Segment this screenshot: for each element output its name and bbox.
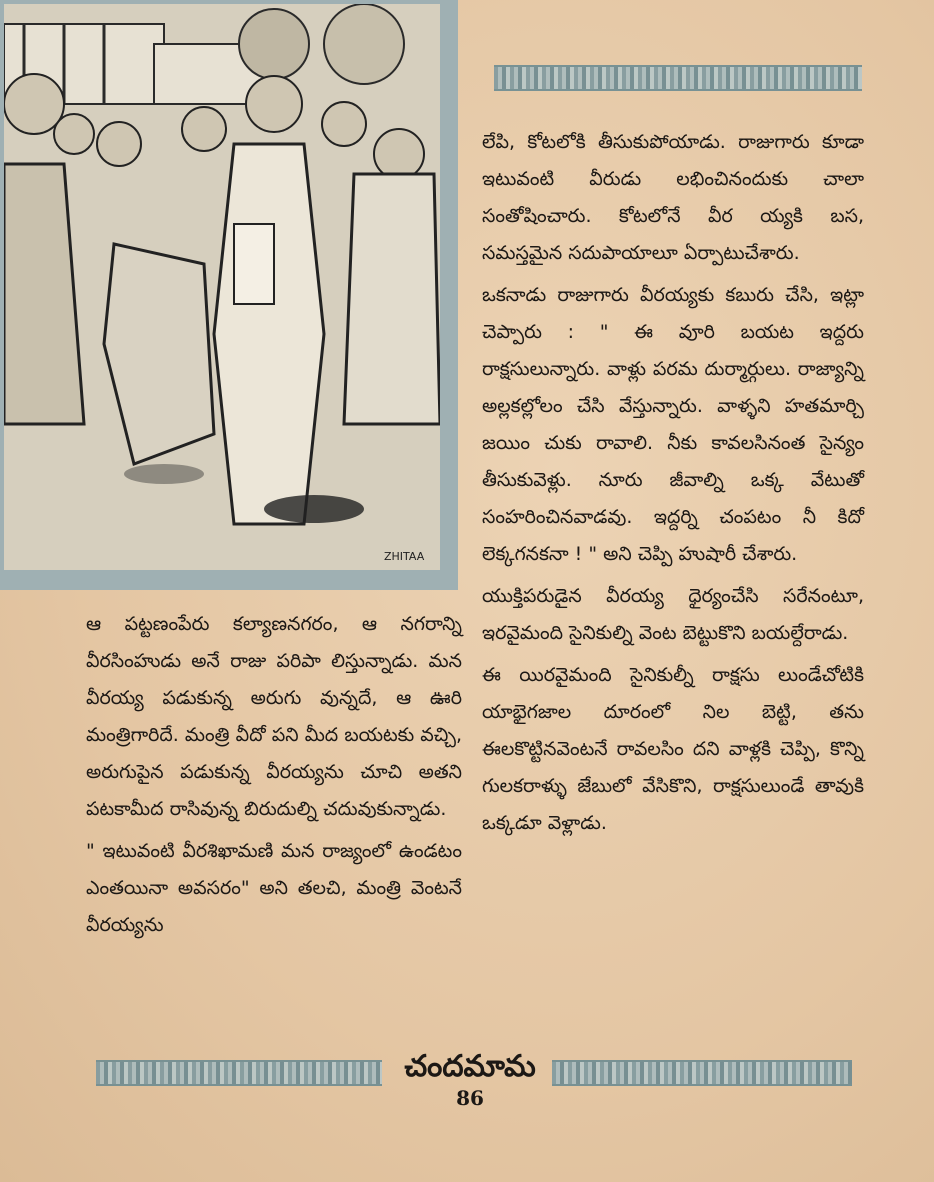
paragraph: ఈ యిరవైమంది సైనికుల్నీ రాక్షసు లుండేచోటికి యాభైగజాల దూరంలో నిల బెట్టి, తను ఈలకొట్టినవెంటనే రావలసిం దని వాళ్లకి చెప్పి, కొన్ని గులకరాళ్ళు జేబులో వేసికొని, రాక్షసులుండే తావుకి ఒక్కడూ వెళ్లాడు. [482,664,864,834]
left-text-column [86,606,462,949]
paragraph: యుక్తిపరుడైన వీరయ్య ధైర్యంచేసి సరేనంటూ, ఇరవైమంది సైనికుల్ని వెంట బెట్టుకొని బయల్దేరాడు. [482,585,864,644]
paragraph: ఒకనాడు రాజుగారు వీరయ్యకు కబురు చేసి, ఇట్లా చెప్పారు : " ఈ వూరి బయట ఇద్దరు రాక్షసులున్నారు. వాళ్లు పరమ దుర్మార్గులు. రాజ్యాన్ని అల్లకల్లోలం చేసి వేస్తున్నారు. వాళ్ళని హతమార్చి జయిం చుకు రావాలి. నీకు కావలసినంత సైన్యం తీసుకువెళ్లు. నూరు జీవాల్ని ఒక్క వేటుతో సంహరించినవాడవు. ఇద్దర్ని చంపటం నీ కిదో లెక్కగనకనా ! " అని చెప్పి హుషారీ చేశారు. [482,284,864,565]
decorative-border-top [494,65,862,91]
story-illustration [0,0,458,590]
illustration-signature: ZHITAA [384,550,425,563]
right-text-column [482,124,864,847]
paragraph: లేపి, కోటలోకి తీసుకుపోయాడు. రాజుగారు కూడా ఇటువంటి వీరుడు లభించినందుకు చాలా సంతోషించారు. కోటలోనే వీర య్యకి బస, సమస్తమైన సదుపాయాలూ ఏర్పాటుచేశారు. [482,131,864,264]
magazine-title: చందమామ [404,1049,536,1084]
paragraph: ఆ పట్టణంపేరు కల్యాణనగరం, ఆ నగరాన్ని వీరసింహుడు అనే రాజు పరిపా లిస్తున్నాడు. మన వీరయ్య పడుకున్న అరుగు వున్నదే, ఆ ఊరి మంత్రిగారిదే. మంత్రి వీదో పని మీద బయటకు వచ్చి, అరుగుపైన పడుకున్న వీరయ్యను చూచి అతని పటకామీద రాసివున్న బిరుదుల్ని చదువుకున్నాడు. [86,613,462,820]
paragraph: " ఇటువంటి వీరశిఖామణి మన రాజ్యంలో ఉండటం ఎంతయినా అవసరం" అని తలచి, మంత్రి వెంటనే వీరయ్యను [86,840,462,936]
decorative-border-bottom-left [96,1060,382,1086]
illustration-frame [4,4,440,570]
market-crowd-illustration [4,4,440,570]
decorative-border-bottom-right [552,1060,852,1086]
page-number: 86 [456,1086,484,1110]
